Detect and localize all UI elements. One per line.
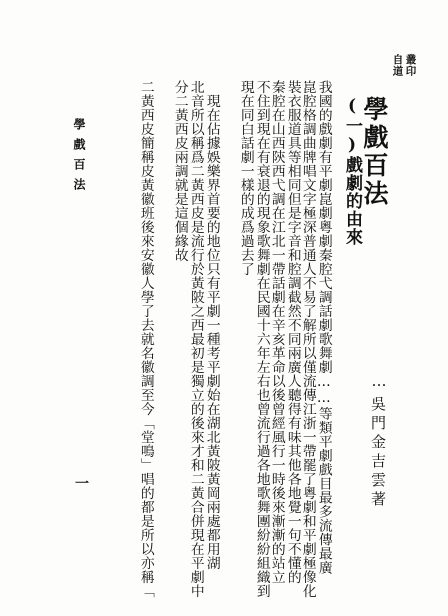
page-number: 一 [73, 476, 89, 490]
body-column-2: 崑腔格調曲牌唱文字極深普通人不易了解所以僅流傳江浙一帶罷了粵劇和平劇極像化 [299, 80, 316, 598]
footer-book-title: 學戲百法 [72, 118, 86, 198]
body-column-9: 分二黃西皮兩調就是這個緣故 [171, 80, 188, 262]
body-column-7: 現在佔據娛樂界首要的地位只有平劇一種考平劇始在湖北黃陂黃岡兩處都用湖 [203, 94, 220, 570]
author-leader-dots: … [370, 372, 388, 393]
series-label-left: 自道 [391, 54, 404, 77]
body-column-1: 我國的戲劇有平劇崑劇粵劇秦腔弋調話劇歌舞劇……等類平劇戲目最多流傳最廣 [315, 80, 332, 575]
body-column-10: 二黃西皮簡稱皮黃徽班後來安徽人學了去就名徽調至今「堂鳴」唱的都是所以亦稱「 [137, 80, 154, 598]
book-title: 學戲百法 [360, 96, 389, 208]
series-label-right: 叢印 [404, 54, 417, 77]
body-column-8: 北音所以稱爲二黃西皮是流行於黃陂之西最初是獨立的後來才和二黃合併現在平劇中 [187, 80, 204, 598]
body-column-3: 裝衣服道具等相同但是字音和腔調截然不同兩廣人聽得有味其他各地覺一句不懂的 [284, 80, 301, 584]
body-column-6: 現在同白話劇一樣的成爲過去了 [237, 80, 254, 276]
body-column-5: 不住到現在有衰退的現象歌舞劇在民國十六年左右也曾流行過各地歌舞團紛紛組織到 [253, 80, 270, 598]
body-column-4: 秦腔在山西陝西弋調在江北一帶話劇在辛亥革命以後曾經風行一時後來漸漸的站立 [268, 80, 285, 584]
author-credit: 吳門金吉雲著 [369, 396, 387, 510]
section-heading: (一)戲劇的由來 [342, 96, 362, 246]
